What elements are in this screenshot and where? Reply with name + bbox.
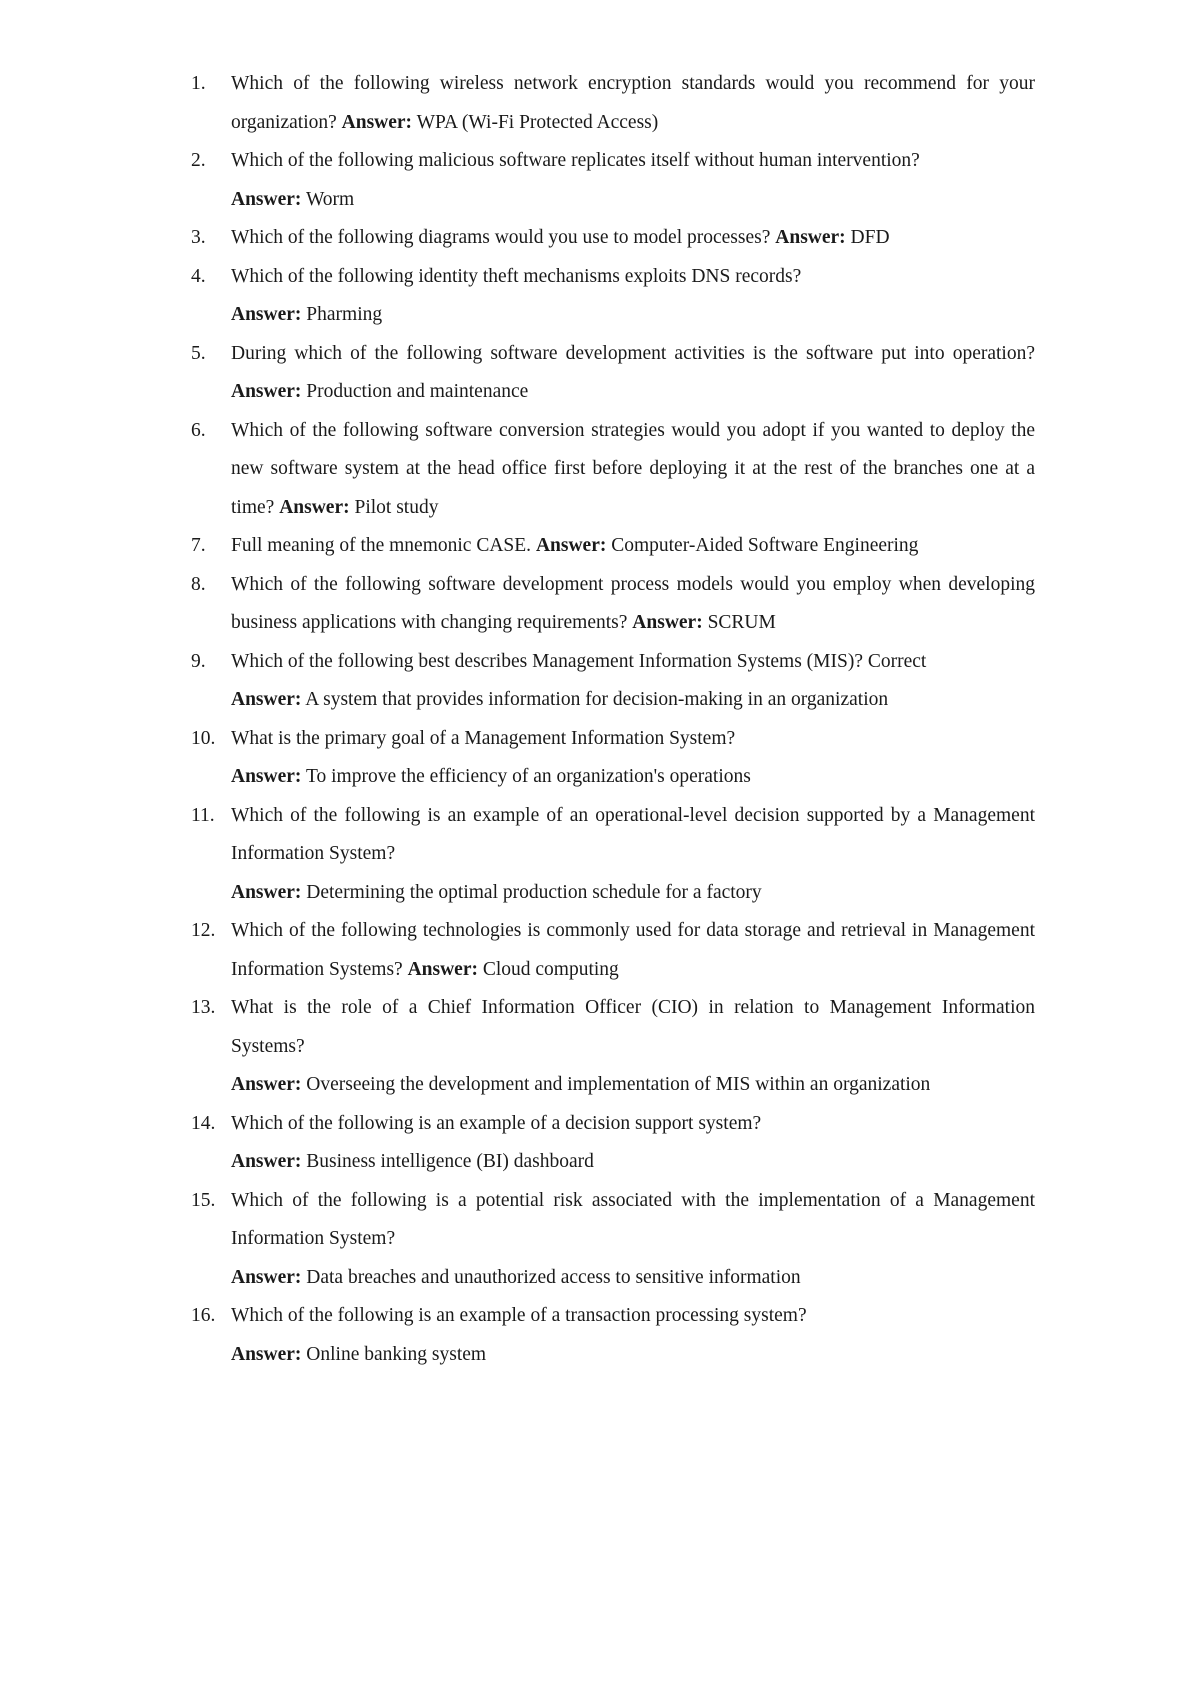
answer-label: Answer: [407,958,478,980]
question-number: 16. [191,1305,216,1326]
answer-label: Answer: [231,381,302,402]
question-item [191,566,1035,643]
question-number: 10. [191,727,216,749]
answer-text: DFD [850,227,890,248]
question-item [191,65,1035,142]
question-item [191,912,1035,989]
question-text: Which of the following software development process models would you employ when developing business applications with changing requirements? [231,573,1035,633]
answer-text: Production and maintenance [306,381,529,402]
question-text: What is the role of a Chief Information Officer (CIO) in relation to Management Information Systems? [231,997,1035,1057]
question-text: Which of the following is an example of an operational-level decision supported by a Management Information System? [231,804,1035,864]
answer-label: Answer: [341,111,413,133]
question-number: 6. [191,419,206,441]
question-text: Which of the following identity theft mechanisms exploits DNS records? [231,265,802,287]
question-item [191,1105,1035,1182]
answer-text: Business intelligence (BI) dashboard [306,1151,594,1172]
question-item [191,142,1035,219]
answer-line [231,874,1035,913]
question-text: Which of the following is an example of a transaction processing system? [231,1305,807,1326]
question-number: 3. [191,227,206,248]
answer-label: Answer: [231,188,302,210]
answer-text: To improve the efficiency of an organization's operations [305,766,751,787]
question-item [191,412,1035,528]
question-number: 4. [191,265,206,287]
question-number: 7. [191,535,206,556]
answer-line [403,959,619,980]
answer-line [337,112,658,133]
answer-label: Answer: [231,1151,302,1172]
question-number: 1. [191,73,206,94]
answer-line [231,381,528,402]
question-text: Which of the following best describes Management Information Systems (MIS)? [231,650,863,672]
answer-text: Pharming [306,304,383,325]
answer-text: WPA (Wi-Fi Protected Access) [416,111,659,133]
question-text: What is the primary goal of a Management Information System? [231,727,736,749]
answer-text: Overseeing the development and implementation of MIS within an organization [306,1074,931,1095]
answer-text: Worm [305,188,355,210]
answer-text: Computer-Aided Software Engineering [611,535,919,556]
answer-label: Answer: [231,881,302,903]
answer-text: Data breaches and unauthorized access to sensitive information [306,1266,801,1288]
question-item [191,1297,1035,1374]
question-text: Which of the following wireless network encryption standards would you recommend for your organization? [231,73,1035,133]
question-text: Which of the following is a potential risk associated with the implementation of a Management Information System? [231,1189,1035,1249]
question-item [191,1182,1035,1298]
question-item [191,797,1035,913]
question-number: 2. [191,150,206,171]
question-text: Which of the following software conversion strategies would you adopt if you wanted to deploy the new software system at the head office first before deploying it at the rest of the branches one at a time? [231,419,1035,518]
answer-text: A system that provides information for decision-making in an organization [305,689,889,710]
answer-line [231,296,1035,335]
answer-text: Determining the optimal production schedule for a factory [306,881,762,903]
answer-label: Answer: [535,535,607,556]
answer-label: Answer: [231,1266,302,1288]
answer-text: Online banking system [306,1343,487,1365]
question-text: Which of the following is an example of a decision support system? [231,1112,762,1134]
answer-line [231,1066,1035,1105]
question-list [191,65,1035,1374]
answer-prefix: Correct [867,650,927,672]
question-item [191,527,1035,566]
answer-line [627,612,775,633]
answer-label: Answer: [775,227,846,248]
answer-label: Answer: [231,1343,302,1365]
question-number: 11. [191,804,215,826]
question-number: 5. [191,342,206,364]
question-text: During which of the following software development activities is the software put into operation? [231,342,1035,364]
question-item [191,989,1035,1105]
answer-line [231,1259,1035,1298]
question-number: 12. [191,920,216,941]
answer-text: Pilot study [354,496,439,518]
answer-label: Answer: [231,304,302,325]
answer-text: SCRUM [707,612,776,633]
answer-line [231,1336,1035,1375]
question-number: 13. [191,997,216,1018]
answer-label: Answer: [231,689,302,710]
answer-text: Cloud computing [482,958,619,980]
question-item [191,258,1035,335]
question-text: Which of the following technologies is commonly used for data storage and retrieval in Management Information Systems? [231,920,1035,980]
answer-line [231,181,1035,220]
question-item [191,219,1035,258]
question-item [191,720,1035,797]
question-item [191,335,1035,412]
answer-label: Answer: [231,1074,302,1095]
question-text: Full meaning of the mnemonic CASE. [231,535,532,556]
answer-label: Answer: [279,496,350,518]
answer-line [231,758,1035,797]
question-number: 8. [191,573,206,595]
question-text: Which of the following diagrams would you use to model processes? [231,227,771,248]
answer-label: Answer: [231,766,302,787]
question-number: 9. [191,650,206,672]
question-text: Which of the following malicious software replicates itself without human intervention? [231,150,920,171]
answer-line [531,535,918,556]
answer-line [231,1143,1035,1182]
answer-label: Answer: [632,612,703,633]
answer-line [770,227,889,248]
question-number: 14. [191,1112,216,1134]
question-item [191,643,1035,720]
answer-line [274,497,438,518]
question-number: 15. [191,1189,216,1211]
